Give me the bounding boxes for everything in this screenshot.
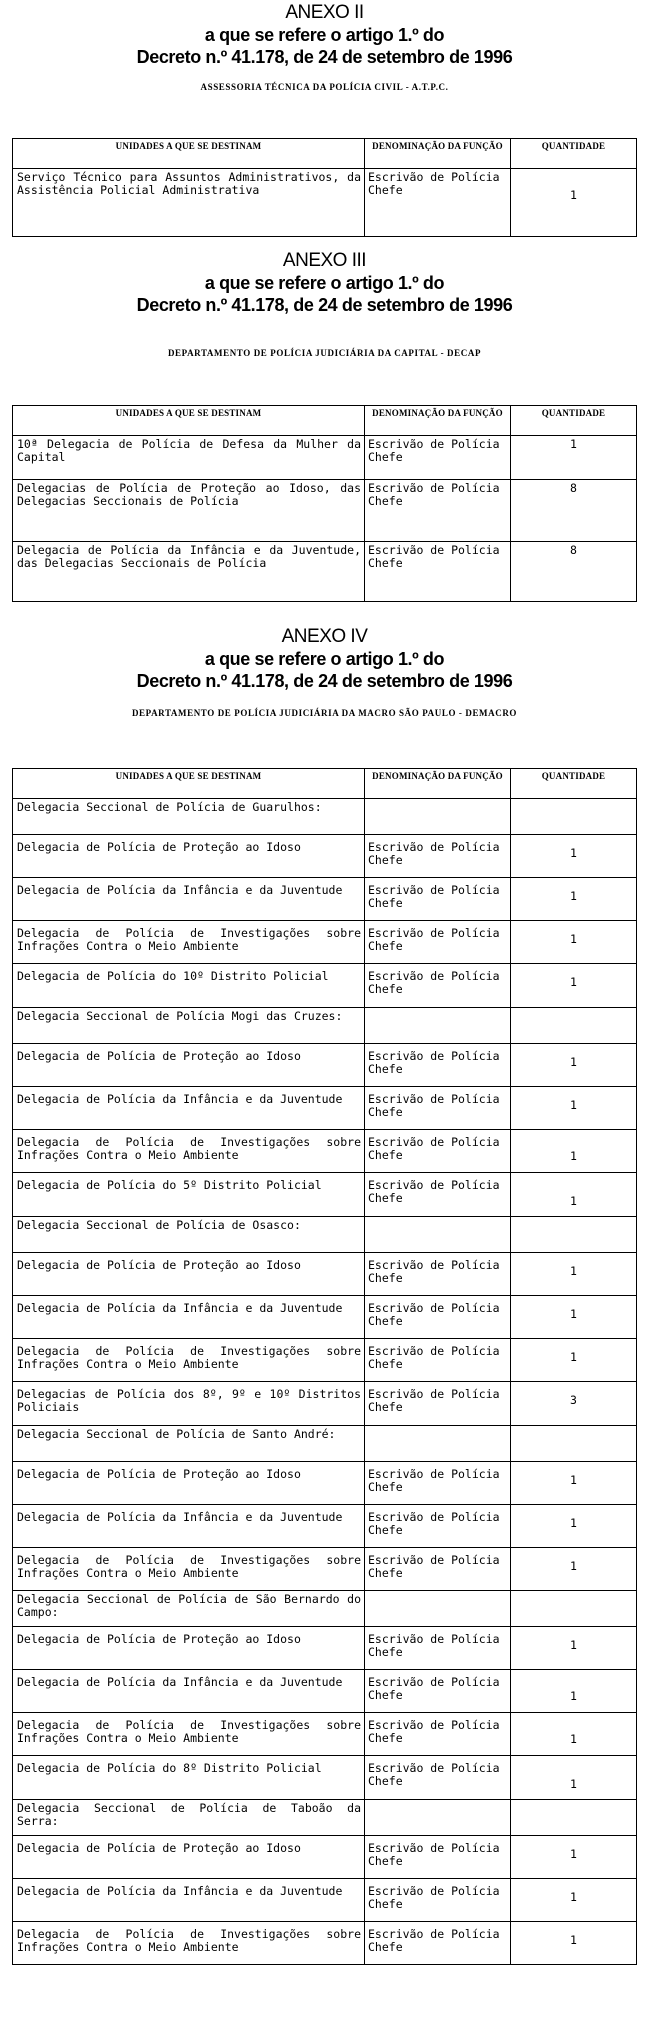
quantity-cell: 1: [511, 1670, 637, 1713]
role-cell: Escrivão de Polícia Chefe: [365, 542, 511, 602]
quantity-cell: 1: [511, 1339, 637, 1382]
quantity-cell: 1: [511, 1713, 637, 1756]
table-row: [13, 1130, 637, 1173]
empty-cell: [365, 1008, 511, 1044]
group-name-cell: Delegacia Seccional de Polícia de Osasco:: [13, 1217, 365, 1253]
quantity-cell: 1: [511, 1130, 637, 1173]
unit-cell: Delegacia de Polícia de Proteção ao Idoso: [13, 1253, 365, 1296]
unit-cell: Delegacia de Polícia do 5º Distrito Policial: [13, 1173, 365, 1217]
table-row: [13, 1253, 637, 1296]
header-units: UNIDADES A QUE SE DESTINAM: [13, 406, 365, 436]
quantity-cell: 1: [511, 1462, 637, 1505]
unit-cell: Delegacia de Polícia de Investigações sobre Infrações Contra o Meio Ambiente: [13, 921, 365, 964]
header-quantity: QUANTIDADE: [511, 139, 637, 169]
annex-3-decree: Decreto n.º 41.178, de 24 de setembro de 1996: [136, 295, 513, 315]
annex-4-heading: [0, 626, 649, 718]
table-row: [13, 1339, 637, 1382]
annex-2-department: ASSESSORIA TÉCNICA DA POLÍCIA CIVIL - A.T.P.C.: [200, 82, 449, 92]
header-denomination: DENOMINAÇÃO DA FUNÇÃO: [365, 139, 511, 169]
empty-cell: [365, 1426, 511, 1462]
unit-cell: Delegacia de Polícia da Infância e da Juventude: [13, 1296, 365, 1339]
group-name-cell: Delegacia Seccional de Polícia de Guarulhos:: [13, 799, 365, 835]
quantity-cell: 1: [511, 1173, 637, 1217]
role-cell: Escrivão de Polícia Chefe: [365, 1505, 511, 1548]
unit-cell: Delegacias de Polícia de Proteção ao Idoso, das Delegacias Seccionais de Polícia: [13, 480, 365, 542]
annex-3-table: [12, 405, 637, 602]
group-name-cell: Delegacia Seccional de Polícia de São Bernardo do Campo:: [13, 1591, 365, 1627]
group-name-cell: Delegacia Seccional de Polícia de Santo André:: [13, 1426, 365, 1462]
role-cell: Escrivão de Polícia Chefe: [365, 1296, 511, 1339]
group-name-cell: Delegacia Seccional de Polícia de Taboão da Serra:: [13, 1800, 365, 1836]
unit-cell: Delegacia de Polícia de Proteção ao Idoso: [13, 1836, 365, 1879]
quantity-cell: 1: [511, 1044, 637, 1087]
table-row: [13, 1756, 637, 1800]
header-quantity: QUANTIDADE: [511, 406, 637, 436]
table-row: [13, 1879, 637, 1922]
group-row-osasco: [13, 1217, 637, 1253]
empty-cell: [511, 1591, 637, 1627]
table-row: [13, 1670, 637, 1713]
annex-4-decree: Decreto n.º 41.178, de 24 de setembro de 1996: [136, 671, 513, 691]
quantity-cell: 1: [511, 1879, 637, 1922]
table-row: [13, 921, 637, 964]
unit-cell: Delegacia de Polícia da Infância e da Juventude, das Delegacias Seccionais de Polícia: [13, 542, 365, 602]
role-cell: Escrivão de Polícia Chefe: [365, 480, 511, 542]
table-row: [13, 542, 637, 602]
quantity-cell: 1: [511, 1756, 637, 1800]
unit-cell: Delegacia de Polícia de Proteção ao Idoso: [13, 1044, 365, 1087]
group-row-sao-bernardo: [13, 1591, 637, 1627]
table-header-row: [13, 406, 637, 436]
annex-3-heading: [0, 250, 649, 358]
role-cell: Escrivão de Polícia Chefe: [365, 1627, 511, 1670]
unit-cell: Delegacia de Polícia de Investigações sobre Infrações Contra o Meio Ambiente: [13, 1713, 365, 1756]
role-cell: Escrivão de Polícia Chefe: [365, 1670, 511, 1713]
quantity-cell: 1: [511, 964, 637, 1008]
role-cell: Escrivão de Polícia Chefe: [365, 1382, 511, 1426]
quantity-cell: 1: [511, 835, 637, 878]
quantity-cell: 1: [511, 436, 637, 480]
table-row: [13, 1462, 637, 1505]
role-cell: Escrivão de Polícia Chefe: [365, 921, 511, 964]
annex-2-reference: a que se refere o artigo 1.º do: [204, 25, 445, 45]
table-row: [13, 1505, 637, 1548]
empty-cell: [365, 1591, 511, 1627]
empty-cell: [511, 1217, 637, 1253]
unit-cell: Delegacia de Polícia de Investigações sobre Infrações Contra o Meio Ambiente: [13, 1130, 365, 1173]
empty-cell: [365, 799, 511, 835]
annex-2-decree: Decreto n.º 41.178, de 24 de setembro de 1996: [136, 47, 513, 67]
table-row: [13, 964, 637, 1008]
table-row: [13, 169, 637, 237]
role-cell: Escrivão de Polícia Chefe: [365, 878, 511, 921]
role-cell: Escrivão de Polícia Chefe: [365, 1922, 511, 1965]
empty-cell: [511, 799, 637, 835]
empty-cell: [365, 1217, 511, 1253]
annex-4-department: DEPARTAMENTO DE POLÍCIA JUDICIÁRIA DA MACRO SÃO PAULO - DEMACRO: [131, 708, 518, 718]
role-cell: Escrivão de Polícia Chefe: [365, 436, 511, 480]
table-row: [13, 835, 637, 878]
annex-2-heading: [0, 2, 649, 92]
table-header-row: [13, 769, 637, 799]
quantity-cell: 8: [511, 542, 637, 602]
unit-cell: Delegacias de Polícia dos 8º, 9º e 10º Distritos Policiais: [13, 1382, 365, 1426]
table-row: [13, 1173, 637, 1217]
quantity-cell: 1: [511, 921, 637, 964]
header-units: UNIDADES A QUE SE DESTINAM: [13, 769, 365, 799]
annex-3-title: ANEXO III: [282, 250, 367, 271]
empty-cell: [511, 1800, 637, 1836]
unit-cell: Delegacia de Polícia da Infância e da Juventude: [13, 1505, 365, 1548]
table-row: [13, 1087, 637, 1130]
quantity-cell: 1: [511, 1296, 637, 1339]
header-denomination: DENOMINAÇÃO DA FUNÇÃO: [365, 769, 511, 799]
unit-cell: Delegacia de Polícia de Proteção ao Idoso: [13, 1462, 365, 1505]
quantity-cell: 1: [511, 1087, 637, 1130]
header-quantity: QUANTIDADE: [511, 769, 637, 799]
role-cell: Escrivão de Polícia Chefe: [365, 1462, 511, 1505]
role-cell: Escrivão de Polícia Chefe: [365, 835, 511, 878]
role-cell: Escrivão de Polícia Chefe: [365, 1253, 511, 1296]
unit-cell: Delegacia de Polícia de Investigações sobre Infrações Contra o Meio Ambiente: [13, 1922, 365, 1965]
table-row: [13, 480, 637, 542]
table-header-row: [13, 139, 637, 169]
table-row: [13, 1922, 637, 1965]
group-name-cell: Delegacia Seccional de Polícia Mogi das Cruzes:: [13, 1008, 365, 1044]
unit-cell: Delegacia de Polícia de Investigações sobre Infrações Contra o Meio Ambiente: [13, 1339, 365, 1382]
empty-cell: [365, 1800, 511, 1836]
quantity-cell: 1: [511, 169, 637, 237]
table-row: [13, 1713, 637, 1756]
role-cell: Escrivão de Polícia Chefe: [365, 1836, 511, 1879]
table-row: [13, 1548, 637, 1591]
annex-4-title: ANEXO IV: [281, 626, 368, 647]
quantity-cell: 1: [511, 1548, 637, 1591]
annex-4-table: [12, 768, 637, 1965]
group-row-taboao-da-serra: [13, 1800, 637, 1836]
group-row-mogi-das-cruzes: [13, 1008, 637, 1044]
unit-cell: Delegacia de Polícia de Proteção ao Idoso: [13, 835, 365, 878]
unit-cell: Delegacia de Polícia do 10º Distrito Policial: [13, 964, 365, 1008]
empty-cell: [511, 1426, 637, 1462]
quantity-cell: 3: [511, 1382, 637, 1426]
role-cell: Escrivão de Polícia Chefe: [365, 1044, 511, 1087]
annex-3-department: DEPARTAMENTO DE POLÍCIA JUDICIÁRIA DA CAPITAL - DECAP: [167, 348, 482, 358]
role-cell: Escrivão de Polícia Chefe: [365, 1548, 511, 1591]
table-row: [13, 1044, 637, 1087]
unit-cell: 10ª Delegacia de Polícia de Defesa da Mulher da Capital: [13, 436, 365, 480]
unit-cell: Delegacia de Polícia da Infância e da Juventude: [13, 1087, 365, 1130]
table-row: [13, 1627, 637, 1670]
role-cell: Escrivão de Polícia Chefe: [365, 1756, 511, 1800]
unit-cell: Serviço Técnico para Assuntos Administrativos, da Assistência Policial Administrativa: [13, 169, 365, 237]
annex-2-title: ANEXO II: [285, 2, 364, 23]
unit-cell: Delegacia de Polícia de Investigações sobre Infrações Contra o Meio Ambiente: [13, 1548, 365, 1591]
quantity-cell: 1: [511, 1836, 637, 1879]
role-cell: Escrivão de Polícia Chefe: [365, 1087, 511, 1130]
role-cell: Escrivão de Polícia Chefe: [365, 1879, 511, 1922]
annex-3-reference: a que se refere o artigo 1.º do: [204, 273, 445, 293]
quantity-cell: 1: [511, 1505, 637, 1548]
header-denomination: DENOMINAÇÃO DA FUNÇÃO: [365, 406, 511, 436]
role-cell: Escrivão de Polícia Chefe: [365, 964, 511, 1008]
quantity-cell: 8: [511, 480, 637, 542]
quantity-cell: 1: [511, 1627, 637, 1670]
table-row: [13, 1296, 637, 1339]
role-cell: Escrivão de Polícia Chefe: [365, 169, 511, 237]
role-cell: Escrivão de Polícia Chefe: [365, 1130, 511, 1173]
quantity-cell: 1: [511, 878, 637, 921]
quantity-cell: 1: [511, 1253, 637, 1296]
group-row-guarulhos: [13, 799, 637, 835]
role-cell: Escrivão de Polícia Chefe: [365, 1713, 511, 1756]
unit-cell: Delegacia de Polícia da Infância e da Juventude: [13, 1879, 365, 1922]
unit-cell: Delegacia de Polícia de Proteção ao Idoso: [13, 1627, 365, 1670]
annex-2-table: [12, 138, 637, 237]
header-units: UNIDADES A QUE SE DESTINAM: [13, 139, 365, 169]
table-row: [13, 1836, 637, 1879]
role-cell: Escrivão de Polícia Chefe: [365, 1173, 511, 1217]
unit-cell: Delegacia de Polícia da Infância e da Juventude: [13, 878, 365, 921]
group-row-santo-andre: [13, 1426, 637, 1462]
role-cell: Escrivão de Polícia Chefe: [365, 1339, 511, 1382]
unit-cell: Delegacia de Polícia do 8º Distrito Policial: [13, 1756, 365, 1800]
table-row: [13, 436, 637, 480]
unit-cell: Delegacia de Polícia da Infância e da Juventude: [13, 1670, 365, 1713]
table-row: [13, 878, 637, 921]
table-row: [13, 1382, 637, 1426]
quantity-cell: 1: [511, 1922, 637, 1965]
annex-4-reference: a que se refere o artigo 1.º do: [204, 649, 445, 669]
empty-cell: [511, 1008, 637, 1044]
